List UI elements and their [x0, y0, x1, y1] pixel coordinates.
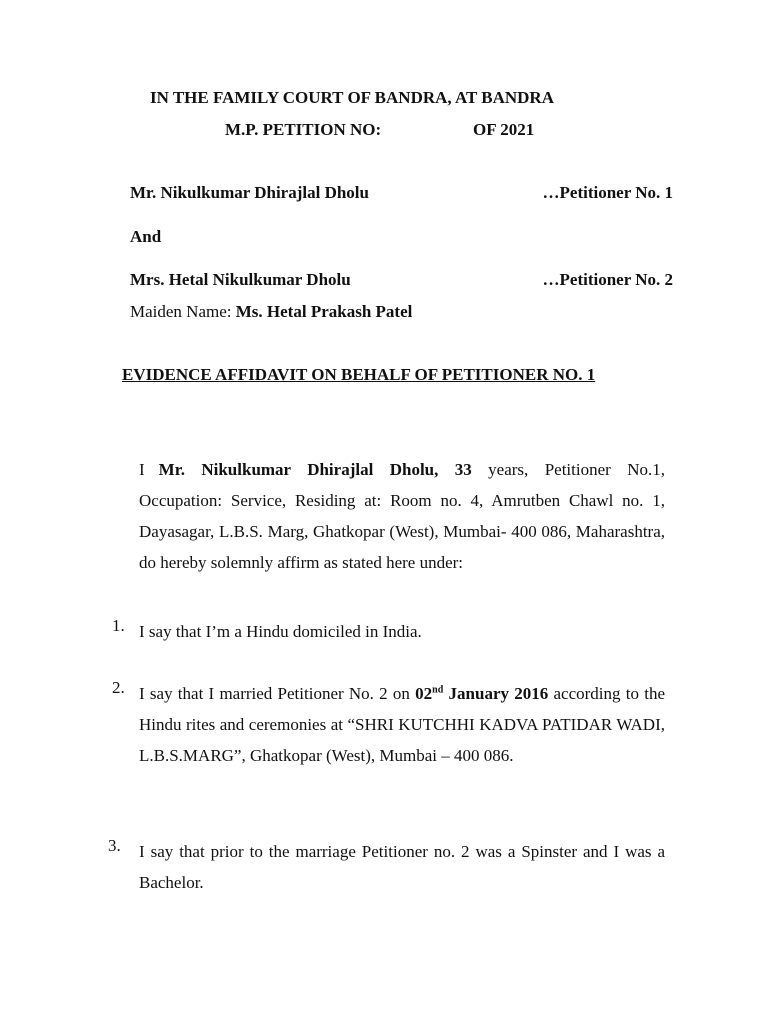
petition-number-label: M.P. PETITION NO: [225, 120, 382, 139]
court-title: IN THE FAMILY COURT OF BANDRA, AT BANDRA [150, 88, 554, 107]
petitioner1-role: …Petitioner No. 1 [542, 183, 673, 202]
petitioner2-name: Mrs. Hetal Nikulkumar Dholu [130, 270, 351, 289]
paragraph-number: 2. [112, 678, 125, 697]
marriage-date-rest: January 2016 [443, 684, 549, 703]
paragraph-number: 1. [112, 616, 125, 635]
maiden-name-line [130, 302, 412, 322]
intro-pronoun: I [139, 460, 145, 479]
paragraph-2-lead: I say that I married Petitioner No. 2 on [139, 684, 416, 703]
deponent-name-age: Mr. Nikulkumar Dhirajlal Dholu, 33 [158, 460, 472, 479]
intro-text: years, Petitioner No.1, Occupation: Service, Residing at: Room no. 4, Amrutben Chawl no. 1, Dayasagar, L.B.S. Marg, Ghatkopar (West), Mumbai- 400 086, Maharashtra, do hereby solemnly affirm as stated here under: [139, 460, 665, 572]
paragraph-2-rest: according to the Hindu rites and ceremonies at “SHRI KUTCHHI KADVA PATIDAR WADI, L.B.S.MARG”, Ghatkopar (West), Mumbai – 400 086. [139, 684, 665, 765]
marriage-date [415, 684, 548, 703]
maiden-name-value: Ms. Hetal Prakash Patel [235, 302, 413, 321]
paragraph-3-text: I say that prior to the marriage Petitioner no. 2 was a Spinster and I was a Bachelor. [139, 842, 665, 892]
petitioner2-role: …Petitioner No. 2 [542, 270, 673, 289]
affidavit-title: EVIDENCE AFFIDAVIT ON BEHALF OF PETITIONER NO. 1 [122, 365, 596, 384]
paragraph-1-text: I say that I’m a Hindu domiciled in India. [139, 622, 422, 641]
intro-paragraph [139, 454, 665, 578]
marriage-date-suffix: nd [432, 684, 444, 696]
and-separator: And [130, 227, 162, 246]
marriage-date-day: 02 [415, 684, 433, 703]
maiden-name-label: Maiden Name: [130, 302, 236, 321]
petition-year: OF 2021 [473, 120, 535, 139]
paragraph-2-text [139, 678, 665, 771]
petitioner1-name: Mr. Nikulkumar Dhirajlal Dholu [130, 183, 369, 202]
paragraph-number: 3. [108, 836, 121, 855]
